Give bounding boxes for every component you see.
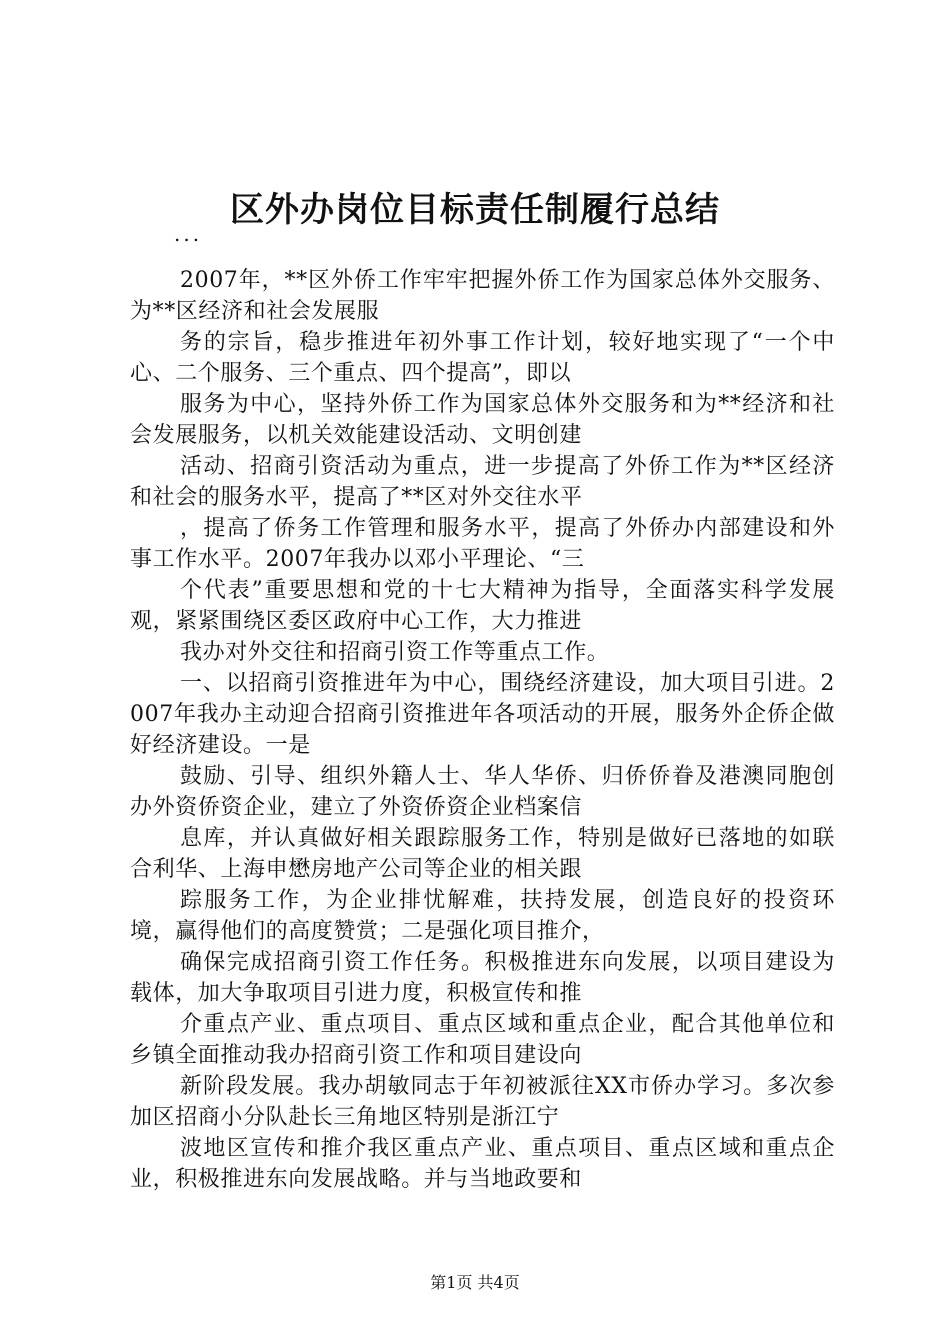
- paragraph: 一、以招商引资推进年为中心，围绕经济建设，加大项目引进。2007年我办主动迎合招商引资推进年各项活动的开展，服务外企侨企做好经济建设。一是: [130, 671, 835, 758]
- paragraph: 个代表”重要思想和党的十七大精神为指导，全面落实科学发展观，紧紧围绕区委区政府中心工作，大力推进: [130, 578, 835, 634]
- paragraph: 确保完成招商引资工作任务。积极推进东向发展，以项目建设为载体，加大争取项目引进力度，积极宣传和推: [130, 950, 835, 1006]
- paragraph: 活动、招商引资活动为重点，进一步提高了外侨工作为**区经济和社会的服务水平，提高了**区对外交往水平: [130, 454, 835, 510]
- ellipsis-marker: ...: [174, 222, 203, 246]
- document-title: 区外办岗位目标责任制履行总结: [230, 190, 720, 230]
- paragraph: 波地区宣传和推介我区重点产业、重点项目、重点区域和重点企业，积极推进东向发展战略。并与当地政要和: [130, 1136, 835, 1192]
- page-number-footer: 第1页 共4页: [430, 1273, 520, 1292]
- paragraph: 我办对外交往和招商引资工作等重点工作。: [180, 640, 610, 665]
- paragraph: 服务为中心，坚持外侨工作为国家总体外交服务和为**经济和社会发展服务，以机关效能建设活动、文明创建: [130, 392, 835, 448]
- paragraph: 介重点产业、重点项目、重点区域和重点企业，配合其他单位和乡镇全面推动我办招商引资工作和项目建设向: [130, 1012, 835, 1068]
- paragraph: 踪服务工作，为企业排忧解难，扶持发展，创造良好的投资环境，赢得他们的高度赞赏；二是强化项目推介，: [130, 888, 835, 944]
- paragraph: 鼓励、引导、组织外籍人士、华人华侨、归侨侨眷及港澳同胞创办外资侨资企业，建立了外资侨资企业档案信: [130, 764, 835, 820]
- document-body: [130, 265, 835, 1195]
- paragraph: 务的宗旨，稳步推进年初外事工作计划，较好地实现了“一个中心、二个服务、三个重点、四个提高”，即以: [130, 330, 835, 386]
- paragraph: 息库，并认真做好相关跟踪服务工作，特别是做好已落地的如联合利华、上海申懋房地产公司等企业的相关跟: [130, 826, 835, 882]
- paragraph: 新阶段发展。我办胡敏同志于年初被派往XX市侨办学习。多次参加区招商小分队赴长三角地区特别是浙江宁: [130, 1074, 835, 1130]
- paragraph: 2007年，**区外侨工作牢牢把握外侨工作为国家总体外交服务、为**区经济和社会发展服: [130, 268, 835, 324]
- paragraph: ，提高了侨务工作管理和服务水平，提高了外侨办内部建设和外事工作水平。2007年我办以邓小平理论、“三: [130, 516, 835, 572]
